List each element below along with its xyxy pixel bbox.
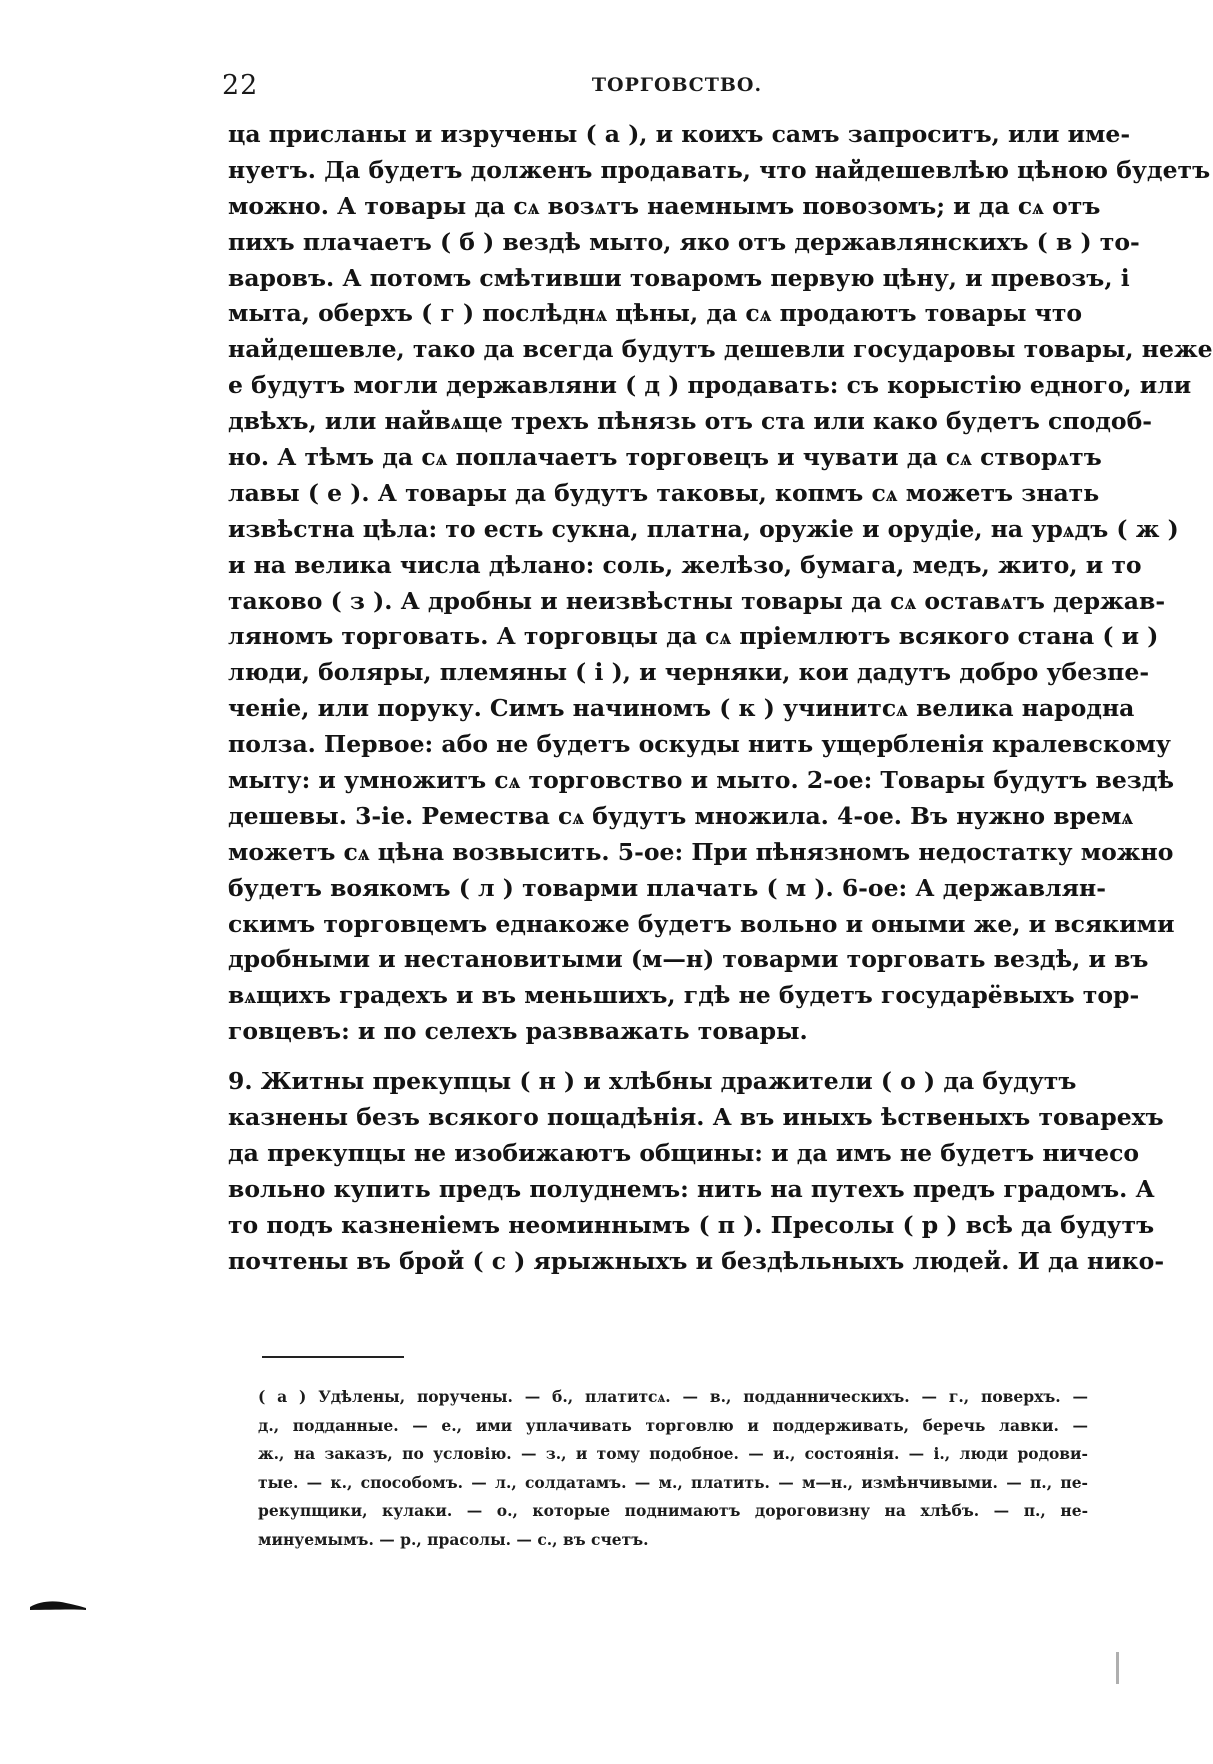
text-line: будетъ воякомъ ( л ) товарми плачать ( м ). 6-ое: А державлян-	[228, 873, 1106, 902]
text-line: лавы ( е ). А товары да будутъ таковы, копмъ сѧ можетъ знать	[228, 478, 1100, 507]
text-line: дешевы. 3-іе. Ремества сѧ будутъ множила. 4-ое. Въ нужно времѧ	[228, 801, 1134, 830]
text-line: и на велика числа дѣлано: соль, желѣзо, бумага, медъ, жито, и то	[228, 550, 1142, 579]
text-line: то подъ казненіемъ неоминнымъ ( п ). Пресолы ( р ) всѣ да будутъ	[228, 1210, 1155, 1239]
text-line: вѧщихъ градехъ и въ меньшихъ, гдѣ не будетъ государёвыхъ тор-	[228, 981, 1140, 1010]
text-line: извѣстна цѣла: то есть сукна, платна, оружіе и орудіе, на урѧдъ ( ж )	[228, 514, 1179, 543]
text-line: е будутъ могли державляни ( д ) продавать: съ корыстію едного, или	[228, 371, 1192, 400]
text-line: да прекупцы не изобижаютъ общины: и да имъ не будетъ ничесо	[228, 1138, 1140, 1167]
body-text	[228, 117, 1213, 1280]
scan-edge-mark	[1116, 1652, 1119, 1684]
text-line: мыта, оберхъ ( г ) послѣднѧ цѣны, да сѧ продаютъ товары что	[228, 299, 1083, 328]
text-line: вольно купить предъ полуднемъ: нить на путехъ предъ градомъ. А	[228, 1174, 1155, 1203]
paragraph-break	[228, 1050, 1074, 1064]
text-line: найдешевле, тако да всегда будутъ дешевли государовы товары, неже	[228, 335, 1213, 364]
text-line: казнены безъ всякого пощадѣнія. А въ иныхъ ѣственыхъ товарехъ	[228, 1103, 1164, 1132]
text-line: полза. Первое: або не будетъ оскуды нить ущербленія кралевскому	[228, 730, 1171, 759]
text-line: таково ( з ). А дробны и неизвѣстны товары да сѧ оставѧтъ держав-	[228, 586, 1166, 615]
text-line: двѣхъ, или найвѧще трехъ пѣнязь отъ ста или како будетъ сподоб-	[228, 407, 1153, 436]
text-line: дробными и нестановитыми (м—н) товарми торговать вездѣ, и въ	[228, 945, 1149, 974]
footnotes	[258, 1383, 1088, 1554]
text-line: ляномъ торговать. А торговцы да сѧ пріемлютъ всякого стана ( и )	[228, 622, 1159, 651]
footnote-line: д., подданные. — е., ими уплачивать торговлю и поддерживать, беречь лавки. —	[258, 1415, 1088, 1435]
text-line: говцевъ: и по селехъ развважать товары.	[228, 1017, 808, 1046]
text-line: пихъ плачаетъ ( б ) вездѣ мыто, яко отъ державлянскихъ ( в ) то-	[228, 227, 1140, 256]
footnote-divider	[262, 1356, 404, 1358]
text-line: но. А тѣмъ да сѧ поплачаетъ торговецъ и чувати да сѧ створѧтъ	[228, 443, 1102, 472]
text-line: почтены въ брой ( с ) ярыжныхъ и бездѣльныхъ людей. И да нико-	[228, 1246, 1165, 1275]
footnote-line: минуемымъ. — р., прасолы. — с., въ счетъ.	[258, 1529, 649, 1549]
footnote-line: ( а ) Удѣлены, поручены. — б., платитсѧ. — в., подданническихъ. — г., поверхъ. —	[258, 1387, 1088, 1406]
running-title: ТОРГОВСТВО.	[591, 74, 763, 96]
text-line: ца присланы и изручены ( а ), и коихъ самъ запроситъ, или име-	[228, 120, 1131, 148]
ink-smudge	[28, 1598, 88, 1612]
text-line: можно. А товары да сѧ возѧтъ наемнымъ повозомъ; и да сѧ отъ	[228, 191, 1101, 220]
footnote-line: тые. — к., способомъ. — л., солдатамъ. — м., платить. — м—н., измѣнчивыми. — п., пе-	[258, 1472, 1088, 1492]
page-number: 22	[222, 70, 259, 101]
footnote-line: рекупщики, кулаки. — о., которые поднимаютъ дороговизну на хлѣбъ. — п., не-	[258, 1501, 1088, 1520]
text-line: можетъ сѧ цѣна возвысить. 5-ое: При пѣнязномъ недостатку можно	[228, 837, 1174, 866]
text-line: 9. Житны прекупцы ( н ) и хлѣбны дражители ( о ) да будутъ	[228, 1067, 1077, 1096]
text-line: люди, боляры, племяны ( і ), и черняки, кои дадутъ добро убезпе-	[228, 658, 1150, 687]
running-head	[222, 70, 1072, 100]
text-line: мыту: и умножитъ сѧ торговство и мыто. 2-ое: Товары будутъ вездѣ	[228, 766, 1174, 795]
text-line: нуетъ. Да будетъ долженъ продавать, что найдешевлѣю цѣною будетъ	[228, 155, 1211, 184]
text-line: скимъ торговцемъ еднакоже будетъ вольно и оными же, и всякими	[228, 909, 1175, 938]
footnote-line: ж., на заказъ, по условію. — з., и тому подобное. — и., состоянія. — і., люди родови-	[258, 1444, 1088, 1463]
text-line: варовъ. А потомъ смѣтивши товаромъ первую цѣну, и превозъ, і	[228, 263, 1130, 292]
text-line: ченіе, или поруку. Симъ начиномъ ( к ) учинитсѧ велика народна	[228, 694, 1135, 723]
